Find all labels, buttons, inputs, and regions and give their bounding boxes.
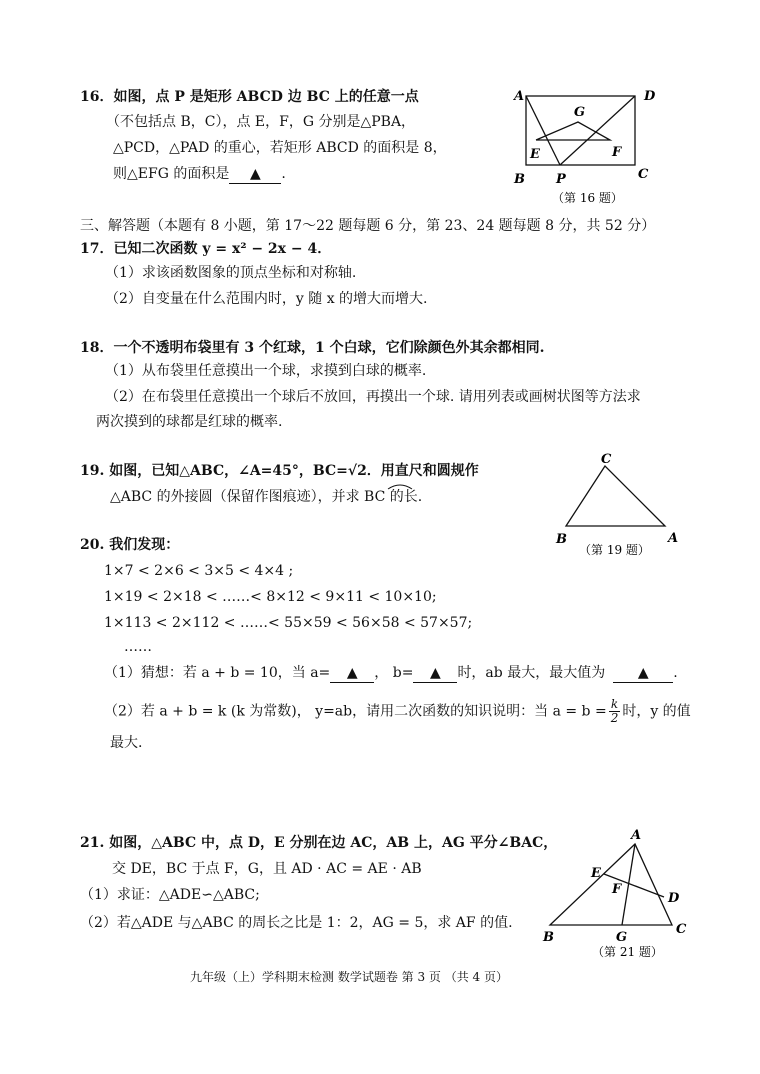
q20-part-1-text-b: ， b= [374,665,414,681]
fig21-label-f: F [612,882,622,897]
q20-blank-b: ▲ [413,664,457,683]
q21-line-1: 21. 如图，△ABC 中，点 D，E 分别在边 AC，AB 上，AG 平分∠BAC， [80,835,558,851]
fig21-label-a: A [631,828,642,843]
fig21-label-d: D [668,891,680,906]
fig16-label-c: C [638,167,649,182]
fig21-label-c: C [676,922,687,937]
q16-answer-blank: ▲ [229,165,281,184]
fig16-label-p: P [556,172,566,187]
q17-line-1: 17．已知二次函数 y = x² − 2x − 4． [80,241,332,257]
q18-part-2: （2）在布袋里任意摸出一个球后不放回，再摸出一个球. 请用列表或画树状图等方法求 [105,389,641,405]
fig16-label-e: E [530,147,540,162]
q21-line-2: 交 DE，BC 于点 F，G，且 AD · AC = AE · AB [112,861,422,877]
fig21-label-e: E [591,866,601,881]
q20-example-3: 1×113 < 2×112 < ……< 55×59 < 56×58 < 57×57; [104,615,473,631]
q21-part-2: （2）若△ADE 与△ABC 的周长之比是 1：2，AG = 5，求 AF 的值. [80,915,513,931]
q20-blank-a: ▲ [330,664,374,683]
figure-21 [550,844,672,925]
q20-line-1: 20. 我们发现： [80,537,180,553]
q20-part-2 [104,698,691,725]
q16-line-1: 16．如图，点 P 是矩形 ABCD 边 BC 上的任意一点 [80,89,419,105]
q20-part-2-text-b: 时，y 的值 [622,703,691,720]
triangle-efg [536,122,610,140]
fig21-label-b: B [543,930,554,945]
q20-part-2-text-a: （2）若 a + b = k (k 为常数)， y=ab，请用二次函数的知识说明：当 a = b = [104,703,607,720]
triangle-abc-21 [550,844,672,925]
fig21-caption: （第 21 题） [592,945,663,959]
fig16-label-f: F [612,145,622,160]
fig16-label-b: B [514,172,525,187]
q16-line-3: △PCD，△PAD 的重心，若矩形 ABCD 的面积是 8， [113,140,447,156]
q20-fraction [609,698,621,725]
q18-line-1: 18．一个不透明布袋里有 3 个红球，1 个白球，它们除颜色外其余都相同. [80,340,545,356]
segment-dp [560,96,635,165]
q20-fraction-num: k [609,698,621,712]
fig19-label-a: A [668,531,679,546]
fig16-label-a: A [514,89,525,104]
fig19-caption: （第 19 题） [579,543,650,557]
page-footer: 九年级（上）学科期末检测 数学试题卷 第 3 页 （共 4 页） [190,970,508,984]
q17-part-2: （2）自变量在什么范围内时，y 随 x 的增大而增大. [105,291,428,307]
q20-example-1: 1×7 < 2×6 < 3×5 < 4×4 ; [104,563,294,579]
q20-part-2-cont: 最大. [110,735,143,751]
fig19-label-c: C [601,452,612,467]
q18-part-2-cont: 两次摸到的球都是红球的概率. [96,414,283,430]
section-3-header: 三、解答题（本题有 8 小题，第 17～22 题每题 6 分，第 23、24 题每题 8 分，共 52 分） [80,218,656,234]
q20-part-1-text-a: （1）猜想：若 a + b = 10，当 a= [104,665,331,681]
q17-part-1: （1）求该函数图象的顶点坐标和对称轴. [105,265,357,281]
q16-line-4-text: 则△EFG 的面积是 [113,166,230,182]
triangle-abc [566,466,665,526]
fig21-label-g: G [616,930,628,945]
figure-19 [566,466,665,526]
q20-part-1-end: . [673,665,678,681]
fig19-label-b: B [556,532,567,547]
q20-part-1 [104,664,678,683]
q20-example-2: 1×19 < 2×18 < ……< 8×12 < 9×11 < 10×10; [104,589,437,605]
q20-part-1-text-c: 时，ab 最大，最大值为 [457,665,606,681]
q16-line-2: （不包括点 B，C），点 E，F，G 分别是△PBA， [106,114,416,130]
fig16-label-g: G [574,105,586,120]
q21-part-1: （1）求证：△ADE∽△ABC; [80,887,260,903]
fig16-caption: （第 16 题） [552,191,623,205]
q20-ellipsis: …… [124,639,152,655]
fig16-label-d: D [644,89,656,104]
q19-line-1: 19. 如图，已知△ABC，∠A=45°，BC=√2．用直尺和圆规作 [80,463,479,479]
q20-fraction-den: 2 [610,711,619,725]
q18-part-1: （1）从布袋里任意摸出一个球，求摸到白球的概率. [105,363,427,379]
q20-blank-max: ▲ [613,664,673,683]
q19-line-2: △ABC 的外接圆（保留作图痕迹），并求 BC 的长. [110,489,423,505]
q16-line-4-end: . [281,166,286,182]
